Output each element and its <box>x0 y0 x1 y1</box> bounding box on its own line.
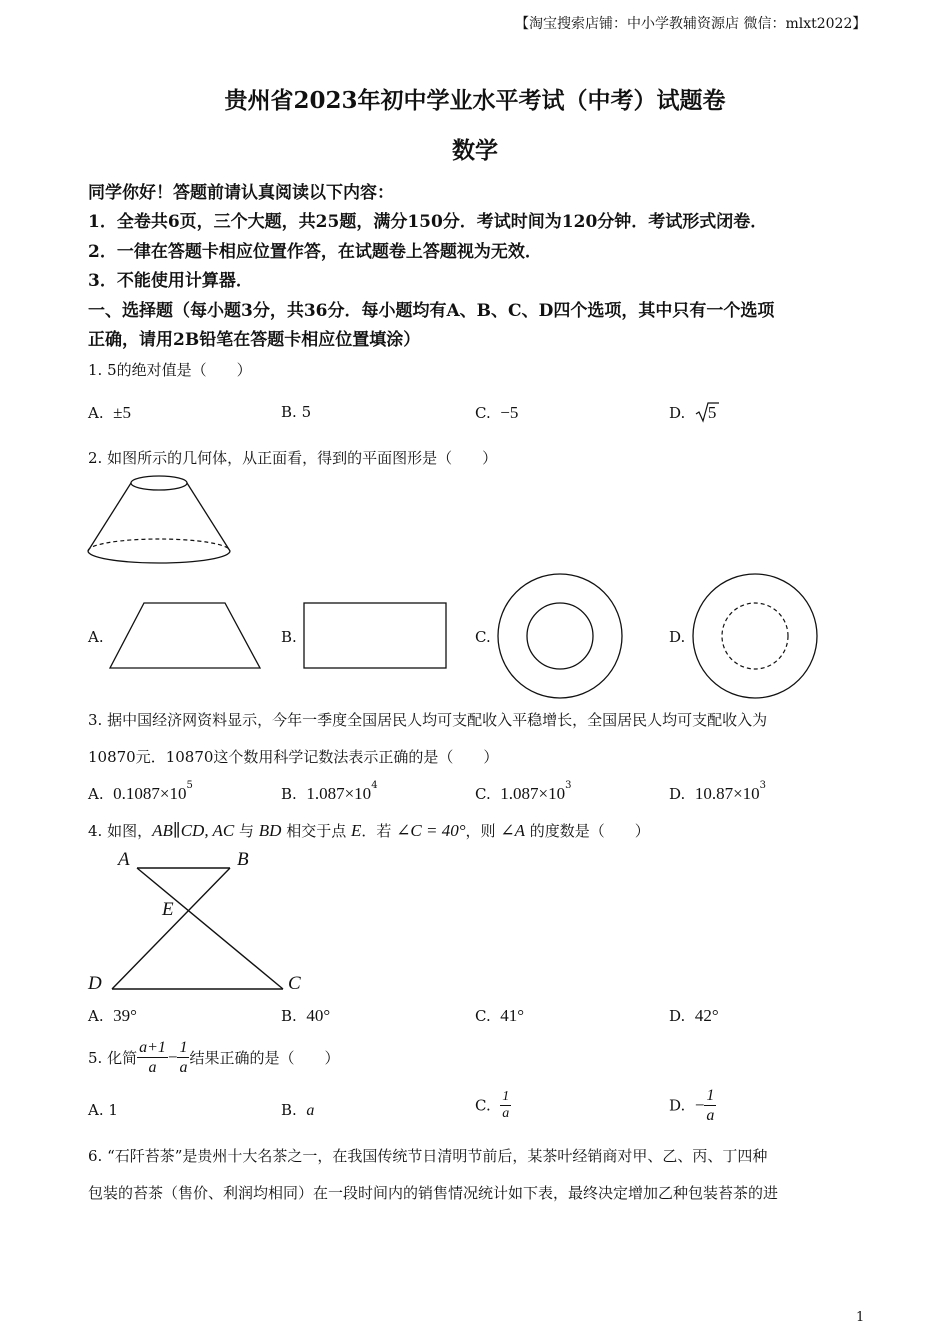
q3-a-label: A. <box>88 785 104 803</box>
q5-d-fraction <box>704 1086 716 1125</box>
q5-fraction-1 <box>137 1038 168 1077</box>
q5-b-value: a <box>306 1102 315 1119</box>
section1-heading-line1: 一、选择题（每小题3分，共36分．每小题均有A、B、C、D四个选项，其中只有一个选项 <box>88 301 775 321</box>
q4-d-value: 42° <box>694 1006 719 1025</box>
q4-option-c <box>475 1006 524 1026</box>
page-number: 1 <box>856 1310 865 1325</box>
q4-point-e: E <box>162 899 174 920</box>
q5-a-value: 1 <box>108 1101 118 1119</box>
q4-stem-math1: AB∥CD, AC <box>152 821 235 840</box>
instruction-2: 2．一律在答题卡相应位置作答，在试题卷上答题视为无效． <box>88 242 542 262</box>
q3-c-exponent: 3 <box>565 780 572 791</box>
q4-stem-math2: BD <box>258 821 282 840</box>
q2-b-label: B. <box>281 628 297 646</box>
q1-b-value: 5 <box>301 403 312 421</box>
q4-stem-mid2: 相交于点 <box>281 822 352 840</box>
q3-a-base: 0.1087×10 <box>113 784 187 803</box>
q5-frac1-denominator: a <box>148 1059 157 1076</box>
q2-d-label: D. <box>669 628 686 646</box>
q3-c-base: 1.087×10 <box>500 784 566 803</box>
q2-option-a-trapezoid <box>109 602 261 670</box>
q3-option-d <box>669 780 767 804</box>
q4-stem-math4: ∠C = 40° <box>396 821 466 840</box>
q1-option-c <box>475 403 518 423</box>
q2-option-d-dashed-inner-circle <box>691 572 819 700</box>
instruction-1: 1．全卷共6页，三个大题，共25题，满分150分．考试时间为120分钟．考试形式闭卷． <box>88 212 768 232</box>
q3-option-a <box>88 780 193 804</box>
q4-stem-suffix: 的度数是（ ） <box>524 822 650 840</box>
q5-option-d <box>669 1086 716 1125</box>
q5-c-denominator: a <box>502 1106 510 1121</box>
q2-option-c-concentric-circles <box>496 572 624 700</box>
header-note: 【淘宝搜索店铺：中小学教辅资源店 微信：mlxt2022】 <box>515 16 867 32</box>
q3-d-base: 10.87×10 <box>694 784 760 803</box>
q5-option-c <box>475 1089 511 1122</box>
q5-option-b <box>281 1101 314 1120</box>
q5-stem-prefix: 5. 化简 <box>88 1049 138 1067</box>
q6-stem-line1: 6. “石阡苔茶”是贵州十大名茶之一，在我国传统节日清明节前后，某茶叶经销商对甲、乙、丙、丁四种 <box>88 1147 768 1165</box>
q5-frac1-numerator: a+1 <box>139 1039 166 1056</box>
q3-d-label: D. <box>669 785 686 803</box>
q5-c-fraction <box>500 1089 511 1122</box>
page-title: 贵州省2023年初中学业水平考试（中考）试题卷 <box>224 87 726 114</box>
q1-option-d <box>669 403 716 423</box>
q1-option-a <box>88 403 131 423</box>
q1-c-label: C. <box>475 404 491 422</box>
section1-heading-line2: 正确，请用2B铅笔在答题卡相应位置填涂） <box>88 330 421 350</box>
q5-d-denominator: a <box>706 1107 715 1124</box>
q5-fraction-2 <box>177 1038 189 1077</box>
q2-stem: 2. 如图所示的几何体，从正面看，得到的平面图形是（ ） <box>88 449 498 467</box>
q2-a-label: A. <box>88 628 104 646</box>
q5-c-label: C. <box>475 1096 491 1115</box>
q3-b-base: 1.087×10 <box>306 784 372 803</box>
q1-b-label: B. <box>281 403 297 421</box>
q5-d-sign: − <box>694 1095 705 1115</box>
q4-point-d: D <box>88 973 102 994</box>
q3-stem-line2: 10870元．10870这个数用科学记数法表示正确的是（ ） <box>88 748 499 766</box>
q5-frac2-denominator: a <box>179 1059 188 1076</box>
q6-stem-line2: 包装的苔茶（售价、利润均相同）在一段时间内的销售情况统计如下表，最终决定增加乙种包装苔茶的进 <box>88 1184 779 1202</box>
q3-option-c <box>475 780 572 804</box>
q5-d-label: D. <box>669 1096 686 1115</box>
q5-c-numerator: 1 <box>502 1089 510 1104</box>
q2-option-b-rectangle <box>303 602 448 670</box>
q4-stem-mid1: 与 <box>234 822 259 840</box>
q4-d-label: D. <box>669 1007 686 1025</box>
q2-c-label: C. <box>475 628 491 646</box>
q4-b-value: 40° <box>306 1006 331 1025</box>
q4-c-label: C. <box>475 1007 491 1025</box>
q3-option-b <box>281 780 378 804</box>
q1-a-value: ±5 <box>113 403 131 422</box>
q4-c-value: 41° <box>500 1006 525 1025</box>
q3-stem-line1: 3. 据中国经济网资料显示，今年一季度全国居民人均可支配收入平稳增长，全国居民人均可支配收入为 <box>88 711 768 729</box>
q3-b-label: B. <box>281 785 297 803</box>
instructions-greeting: 同学你好！答题前请认真阅读以下内容： <box>88 183 394 203</box>
q1-d-label: D. <box>669 404 686 422</box>
q4-stem <box>88 820 650 841</box>
q1-c-value: −5 <box>500 403 519 422</box>
q5-option-a <box>88 1101 118 1119</box>
radical-sign-icon <box>695 401 719 425</box>
q3-c-label: C. <box>475 785 491 803</box>
q4-option-d <box>669 1006 719 1026</box>
q4-a-label: A. <box>88 1007 104 1025</box>
q5-d-numerator: 1 <box>706 1087 715 1104</box>
q1-a-label: A. <box>88 404 104 422</box>
q4-stem-mid3: ．若 <box>361 822 397 840</box>
q4-stem-prefix: 4. 如图， <box>88 822 153 840</box>
q4-b-label: B. <box>281 1007 297 1025</box>
q5-frac2-numerator: 1 <box>179 1039 188 1056</box>
frustum-solid-figure <box>85 474 235 569</box>
q4-stem-math3: E <box>351 821 362 840</box>
q3-b-exponent: 4 <box>371 780 378 791</box>
q4-point-a: A <box>118 849 130 870</box>
q5-stem <box>88 1038 340 1077</box>
q4-a-value: 39° <box>113 1006 137 1025</box>
q1-option-b <box>281 403 311 421</box>
subject-title: 数学 <box>452 137 498 164</box>
instruction-3: 3．不能使用计算器． <box>88 271 253 291</box>
q4-point-b: B <box>237 849 249 870</box>
q4-option-b <box>281 1006 330 1026</box>
q5-stem-suffix: 结果正确的是（ ） <box>189 1049 340 1067</box>
q3-a-exponent: 5 <box>186 780 193 791</box>
q4-stem-mid4: ，则 <box>465 822 501 840</box>
q1-d-value: 5 <box>707 403 717 422</box>
q5-minus-sign: − <box>167 1047 178 1067</box>
q4-stem-math5: ∠A <box>500 821 525 840</box>
q4-point-c: C <box>288 973 301 994</box>
q4-option-a <box>88 1006 137 1026</box>
q5-b-label: B. <box>281 1101 297 1119</box>
q1-stem: 1. 5的绝对值是（ ） <box>88 361 252 379</box>
sqrt-symbol-icon <box>695 403 717 423</box>
q5-a-label: A. <box>88 1101 104 1119</box>
q3-d-exponent: 3 <box>759 780 767 791</box>
